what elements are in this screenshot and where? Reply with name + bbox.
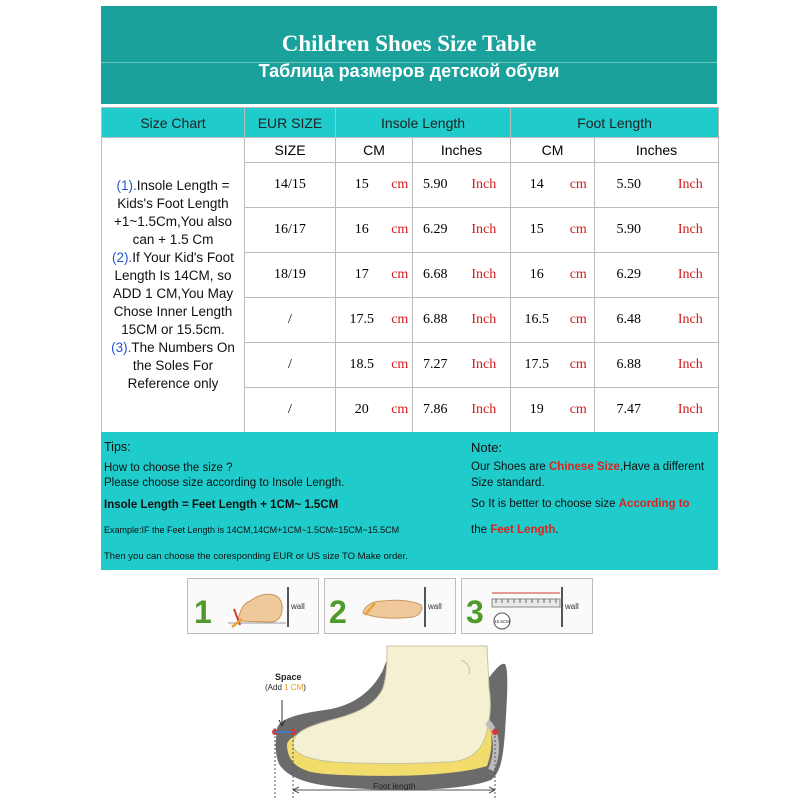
unit-inch: Inch xyxy=(663,388,719,433)
cell-foot-cm: 15 xyxy=(511,208,563,253)
cell-size: / xyxy=(245,298,336,343)
foot-against-wall-icon xyxy=(325,579,455,633)
cell-foot-inches: 6.88 xyxy=(595,343,663,388)
subheader-foot-inches: Inches xyxy=(595,138,719,163)
tips-line-1: How to choose the size ? xyxy=(104,462,233,474)
header-size-chart: Size Chart xyxy=(102,108,245,138)
unit-cm: cm xyxy=(563,298,595,343)
unit-cm: cm xyxy=(388,163,413,208)
step-1-panel xyxy=(187,578,319,634)
size-table xyxy=(101,107,719,433)
cell-foot-inches: 6.48 xyxy=(595,298,663,343)
size-notes: (1).Insole Length = Kids's Foot Length +1~1.5Cm,You also can + 1.5 Cm (2).If Your Kid's Foot Length Is 14CM, so ADD 1 CM,You May Chose Inner Length 15CM or 15.5cm. (3).The Numbers On the Soles For Reference only xyxy=(102,138,245,433)
tips-example: Example:IF the Feet Length is 14CM,14CM+1CM~1.5CM=15CM~15.5CM xyxy=(104,525,400,535)
note-line-3: So It is better to choose size According to xyxy=(471,498,690,510)
unit-inch: Inch xyxy=(458,388,511,433)
subheader-size: SIZE xyxy=(245,138,336,163)
subheader-insole-inches: Inches xyxy=(413,138,511,163)
unit-inch: Inch xyxy=(458,208,511,253)
cell-foot-inches: 5.90 xyxy=(595,208,663,253)
subheader-foot-cm: CM xyxy=(511,138,595,163)
cell-foot-cm: 17.5 xyxy=(511,343,563,388)
cell-foot-cm: 14 xyxy=(511,163,563,208)
cell-insole-cm: 18.5 xyxy=(336,343,388,388)
svg-text:wall: wall xyxy=(565,602,579,611)
unit-cm: cm xyxy=(563,388,595,433)
cell-insole-cm: 20 xyxy=(336,388,388,433)
measuring-steps xyxy=(187,578,593,634)
ruler-measure-icon xyxy=(462,579,592,633)
cell-foot-cm: 16 xyxy=(511,253,563,298)
svg-text:Foot length: Foot length xyxy=(373,781,416,791)
unit-inch: Inch xyxy=(663,298,719,343)
svg-text:(Add 1 CM): (Add 1 CM) xyxy=(265,683,306,692)
cell-insole-inches: 7.27 xyxy=(413,343,458,388)
cell-insole-inches: 5.90 xyxy=(413,163,458,208)
note-line-4: the Feet Length. xyxy=(471,524,559,536)
unit-cm: cm xyxy=(388,208,413,253)
svg-text:wall: wall xyxy=(291,602,305,611)
shoe-fit-illustration xyxy=(255,640,525,798)
header-eur-size: EUR SIZE xyxy=(245,108,336,138)
svg-text:2: 2 xyxy=(329,594,347,630)
foot-on-paper-icon xyxy=(188,579,318,633)
cell-insole-inches: 6.68 xyxy=(413,253,458,298)
tips-formula: Insole Length = Feet Length + 1CM~ 1.5CM xyxy=(104,499,339,511)
unit-inch: Inch xyxy=(458,298,511,343)
svg-text:wall: wall xyxy=(428,602,442,611)
cell-insole-inches: 7.86 xyxy=(413,388,458,433)
unit-inch: Inch xyxy=(458,343,511,388)
step-3-panel xyxy=(461,578,593,634)
cell-size: / xyxy=(245,343,336,388)
cell-foot-inches: 7.47 xyxy=(595,388,663,433)
note-line-1: Our Shoes are Chinese Size,Have a different xyxy=(471,461,705,473)
unit-cm: cm xyxy=(388,343,413,388)
cell-insole-cm: 15 xyxy=(336,163,388,208)
unit-inch: Inch xyxy=(663,163,719,208)
cell-foot-cm: 16.5 xyxy=(511,298,563,343)
unit-inch: Inch xyxy=(663,253,719,298)
tips-label: Tips: xyxy=(104,440,131,454)
unit-inch: Inch xyxy=(663,343,719,388)
cell-insole-inches: 6.88 xyxy=(413,298,458,343)
unit-cm: cm xyxy=(563,343,595,388)
cell-size: / xyxy=(245,388,336,433)
unit-inch: Inch xyxy=(458,163,511,208)
cell-foot-cm: 19 xyxy=(511,388,563,433)
header-foot-length: Foot Length xyxy=(511,108,719,138)
tips-line-2: Please choose size according to Insole Length. xyxy=(104,477,345,489)
unit-inch: Inch xyxy=(458,253,511,298)
tips-then: Then you can choose the coresponding EUR or US size TO Make order. xyxy=(104,551,408,562)
svg-text:3: 3 xyxy=(466,594,484,630)
cell-insole-inches: 6.29 xyxy=(413,208,458,253)
svg-text:1: 1 xyxy=(194,594,212,630)
subheader-insole-cm: CM xyxy=(336,138,413,163)
svg-text:15.5CM: 15.5CM xyxy=(494,619,510,624)
note-label: Note: xyxy=(471,440,503,455)
note-line-2: Size standard. xyxy=(471,477,545,489)
cell-size: 14/15 xyxy=(245,163,336,208)
unit-cm: cm xyxy=(563,208,595,253)
svg-text:Space: Space xyxy=(275,672,302,682)
title-russian: Таблица размеров детской обуви xyxy=(258,61,560,81)
title-banner xyxy=(101,6,717,104)
foot-in-shoe-icon xyxy=(255,640,525,798)
unit-cm: cm xyxy=(563,163,595,208)
tips-panel xyxy=(101,432,718,570)
cell-foot-inches: 6.29 xyxy=(595,253,663,298)
cell-size: 18/19 xyxy=(245,253,336,298)
cell-foot-inches: 5.50 xyxy=(595,163,663,208)
unit-cm: cm xyxy=(388,253,413,298)
unit-inch: Inch xyxy=(663,208,719,253)
table-subheader-row xyxy=(102,138,719,163)
unit-cm: cm xyxy=(388,388,413,433)
table-header-row xyxy=(102,108,719,138)
unit-cm: cm xyxy=(388,298,413,343)
header-insole-length: Insole Length xyxy=(336,108,511,138)
title-english: Children Shoes Size Table xyxy=(281,31,537,56)
cell-insole-cm: 17 xyxy=(336,253,388,298)
unit-cm: cm xyxy=(563,253,595,298)
step-2-panel xyxy=(324,578,456,634)
cell-insole-cm: 16 xyxy=(336,208,388,253)
cell-size: 16/17 xyxy=(245,208,336,253)
cell-insole-cm: 17.5 xyxy=(336,298,388,343)
